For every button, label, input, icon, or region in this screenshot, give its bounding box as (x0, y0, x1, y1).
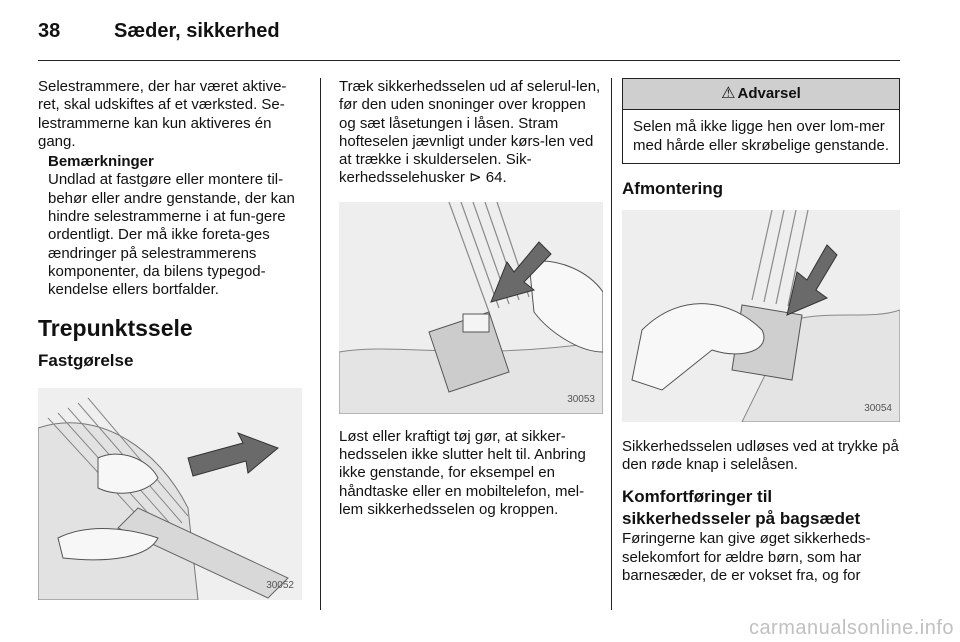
figure-code: 30052 (266, 580, 294, 592)
heading-fastening: Fastgørelse (38, 350, 134, 370)
note-block (38, 153, 302, 299)
belt-release-illustration (622, 210, 900, 422)
column-divider (320, 78, 321, 610)
warning-text: Selen må ikke ligge hen over lom-mer med hårde eller skrøbelige genstande. (633, 118, 889, 154)
column-right (622, 78, 902, 585)
illustration-release (622, 210, 900, 422)
illustration-fastening (38, 388, 302, 600)
paragraph-fasten-instructions: Træk sikkerhedsselen ud af selerul-len, før den uden snoninger over kroppen og sæt låsetungen i låsen. Stram hofteselen jævnligt under kørs-len ved at trække i skulderselen. Sik-kerhedsselehusker ⊳ 64. (339, 78, 601, 187)
watermark: carmanualsonline.info (748, 617, 954, 639)
column-left (38, 78, 302, 600)
heading-three-point-belt: Trepunktssele (38, 314, 193, 341)
note-body: Undlad at fastgøre eller montere til-behør eller andre genstande, der kan hindre selestrammerne i at fun-gere ordentligt. Der må ikke foreta-ges ændringer på selestrammerens komponenter, da bilens typegod-kendelse ellers bortfalder. (48, 171, 295, 299)
belt-buckle-illustration (339, 202, 603, 414)
paragraph-release: Sikkerhedsselen udløses ved at trykke på den røde knap i selelåsen. (622, 437, 899, 474)
header-divider (38, 60, 900, 61)
note-title: Bemærkninger (48, 153, 154, 171)
heading-comfort-guides: Komfortføringer til sikkerhedsseler på bagsædet (622, 487, 861, 529)
column-middle (339, 78, 603, 519)
warning-header (623, 79, 899, 110)
warning-title: Advarsel (737, 85, 801, 102)
figure-code: 30054 (864, 402, 892, 414)
illustration-buckle (339, 202, 603, 414)
figure-code: 30053 (567, 394, 595, 406)
paragraph-loose-clothing: Løst eller kraftigt tøj gør, at sikker-hedsselen ikke slutter helt til. Anbring ikke genstande, for eksempel en håndtaske eller en mobiltelefon, mel-lem sikkerhedsselen og kroppen. (339, 427, 586, 518)
warning-box (622, 78, 900, 164)
warning-icon: ⚠ (721, 85, 736, 102)
section-title: Sæder, sikkerhed (114, 20, 280, 42)
intro-paragraph: Selestrammere, der har været aktive-ret, skal udskiftes af et værksted. Se-lestrammerne kan kun aktiveres én gang. (38, 78, 287, 150)
heading-removal: Afmontering (622, 178, 724, 198)
paragraph-comfort-guides: Føringerne kan give øget sikkerheds-selekomfort for ældre børn, som har barnesæder, de er vokset fra, og for (622, 530, 871, 585)
belt-fastening-illustration (38, 388, 302, 600)
column-divider (611, 78, 612, 610)
page-number: 38 (38, 20, 61, 42)
